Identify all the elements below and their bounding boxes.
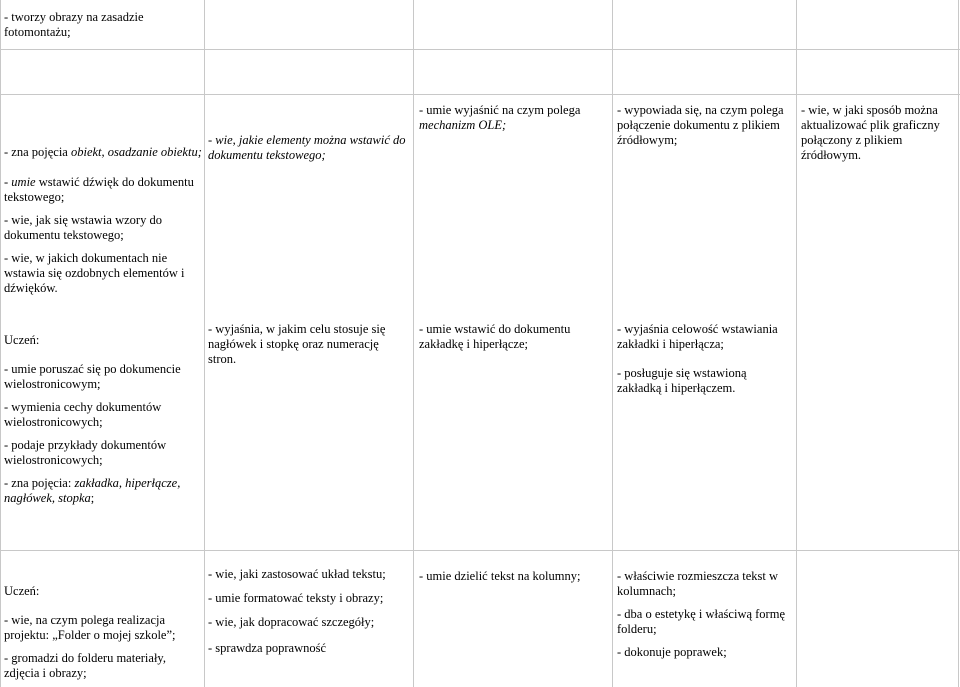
dzwiek-prefix: - bbox=[4, 175, 12, 189]
column-divider-6 bbox=[958, 0, 959, 687]
uklad-item: - wie, jaki zastosować układ tekstu; bbox=[208, 567, 386, 581]
pojecia-prefix: - zna pojęcia bbox=[4, 145, 71, 159]
cell-kolumny bbox=[419, 569, 611, 584]
cell-zakladka-hiperlacze bbox=[419, 322, 611, 352]
cell-elementy-wstawic bbox=[208, 133, 408, 163]
rozmieszcza-item: - właściwie rozmieszcza tekst w kolumnach; bbox=[617, 569, 779, 598]
cell-celowosc-zakladki bbox=[617, 322, 793, 396]
column-divider-4 bbox=[612, 0, 613, 687]
szczegoly-item: - wie, jak dopracować szczegóły; bbox=[208, 615, 375, 629]
dzwiek-rest: wstawić dźwięk do dokumentu tekstowego; bbox=[4, 175, 194, 204]
zakladka-prefix: - zna pojęcia: bbox=[4, 476, 75, 490]
column-divider-3 bbox=[413, 0, 414, 687]
column-divider-1 bbox=[0, 0, 1, 687]
uczen-heading-1: Uczeń: bbox=[4, 333, 40, 347]
cell-polaczenie-dokumentu bbox=[617, 103, 789, 148]
cell-folder-projekt bbox=[4, 584, 202, 681]
uczen-heading-2: Uczeń: bbox=[4, 584, 40, 598]
row-divider-2 bbox=[0, 94, 960, 95]
ozdobne-item: - wie, w jakich dokumentach nie wstawia się ozdobnych elementów i dźwięków. bbox=[4, 251, 185, 295]
polaczenie-text: - wypowiada się, na czym polega połączenie dokumentu z plikiem źródłowym; bbox=[617, 103, 784, 147]
row-divider-1 bbox=[0, 49, 960, 50]
estetyke-item: - dba o estetykę i właściwą formę folderu; bbox=[617, 607, 785, 636]
posluguje-item: - posługuje się wstawioną zakładką i hiperłączem. bbox=[617, 366, 747, 395]
ole-line-1: - umie wyjaśnić na czym polega bbox=[419, 103, 581, 117]
cell-uklad-tekstu bbox=[208, 567, 410, 656]
celowosc-item: - wyjaśnia celowość wstawiania zakładki i hiperłącza; bbox=[617, 322, 778, 351]
pojecia-italic: obiekt, osadzanie obiektu; bbox=[70, 145, 202, 159]
cell-pojecia-obiekt bbox=[4, 145, 204, 160]
cechy-item: - wymienia cechy dokumentów wielostronicowych; bbox=[4, 400, 162, 429]
wzory-item: - wie, jak się wstawia wzory do dokumentu tekstowego; bbox=[4, 213, 162, 242]
projekt-item: - wie, na czym polega realizacja projektu: „Folder o mojej szkole”; bbox=[4, 613, 176, 642]
column-divider-2 bbox=[204, 0, 205, 687]
zakladka-italic: zakładka, hiperłącze, nagłówek, stopka bbox=[4, 476, 181, 505]
formatowac-item: - umie formatować teksty i obrazy; bbox=[208, 591, 384, 605]
aktualizowac-text: - wie, w jaki sposób można aktualizować plik graficzny połączony z plikiem źródłowym. bbox=[801, 103, 940, 162]
fotomontaz-text: - tworzy obrazy na zasadzie fotomontażu; bbox=[4, 10, 144, 39]
cell-dzwiek-wzory bbox=[4, 175, 194, 296]
naglowek-text: - wyjaśnia, w jakim celu stosuje się nagłówek i stopkę oraz numerację stron. bbox=[208, 322, 386, 366]
cell-rozmieszcza-tekst bbox=[617, 569, 793, 660]
cell-naglowek-stopka bbox=[208, 322, 408, 367]
pojecia-zakladka-item bbox=[4, 476, 200, 506]
przyklady-item: - podaje przykłady dokumentów wielostronicowych; bbox=[4, 438, 167, 467]
pojecia-obiekt-text bbox=[4, 145, 204, 160]
ole-line-2: mechanizm OLE; bbox=[419, 118, 507, 132]
kolumny-item: - umie dzielić tekst na kolumny; bbox=[419, 569, 581, 583]
row-divider-3 bbox=[0, 550, 960, 551]
cell-wielostronicowe bbox=[4, 333, 200, 506]
zakladka-text: - umie wstawić do dokumentu zakładkę i hiperłącze; bbox=[419, 322, 571, 351]
dzwiek-italic: umie bbox=[11, 175, 36, 189]
cell-aktualizowac-plik bbox=[801, 103, 955, 163]
cell-fotomontaz bbox=[4, 10, 194, 40]
elementy-wstawic-text: - wie, jakie elementy można wstawić do dokumentu tekstowego; bbox=[208, 133, 406, 162]
poprawek-item: - dokonuje poprawek; bbox=[617, 645, 727, 659]
gromadzi-item: - gromadzi do folderu materiały, zdjęcia i obrazy; bbox=[4, 651, 166, 680]
poprawnosc-item: - sprawdza poprawność bbox=[208, 641, 327, 655]
zakladka-suffix: ; bbox=[90, 491, 95, 505]
cell-mechanizm-ole bbox=[419, 103, 609, 133]
dzwiek-item bbox=[4, 175, 194, 205]
column-divider-5 bbox=[796, 0, 797, 687]
poruszac-item: - umie poruszać się po dokumencie wielostronicowym; bbox=[4, 362, 181, 391]
